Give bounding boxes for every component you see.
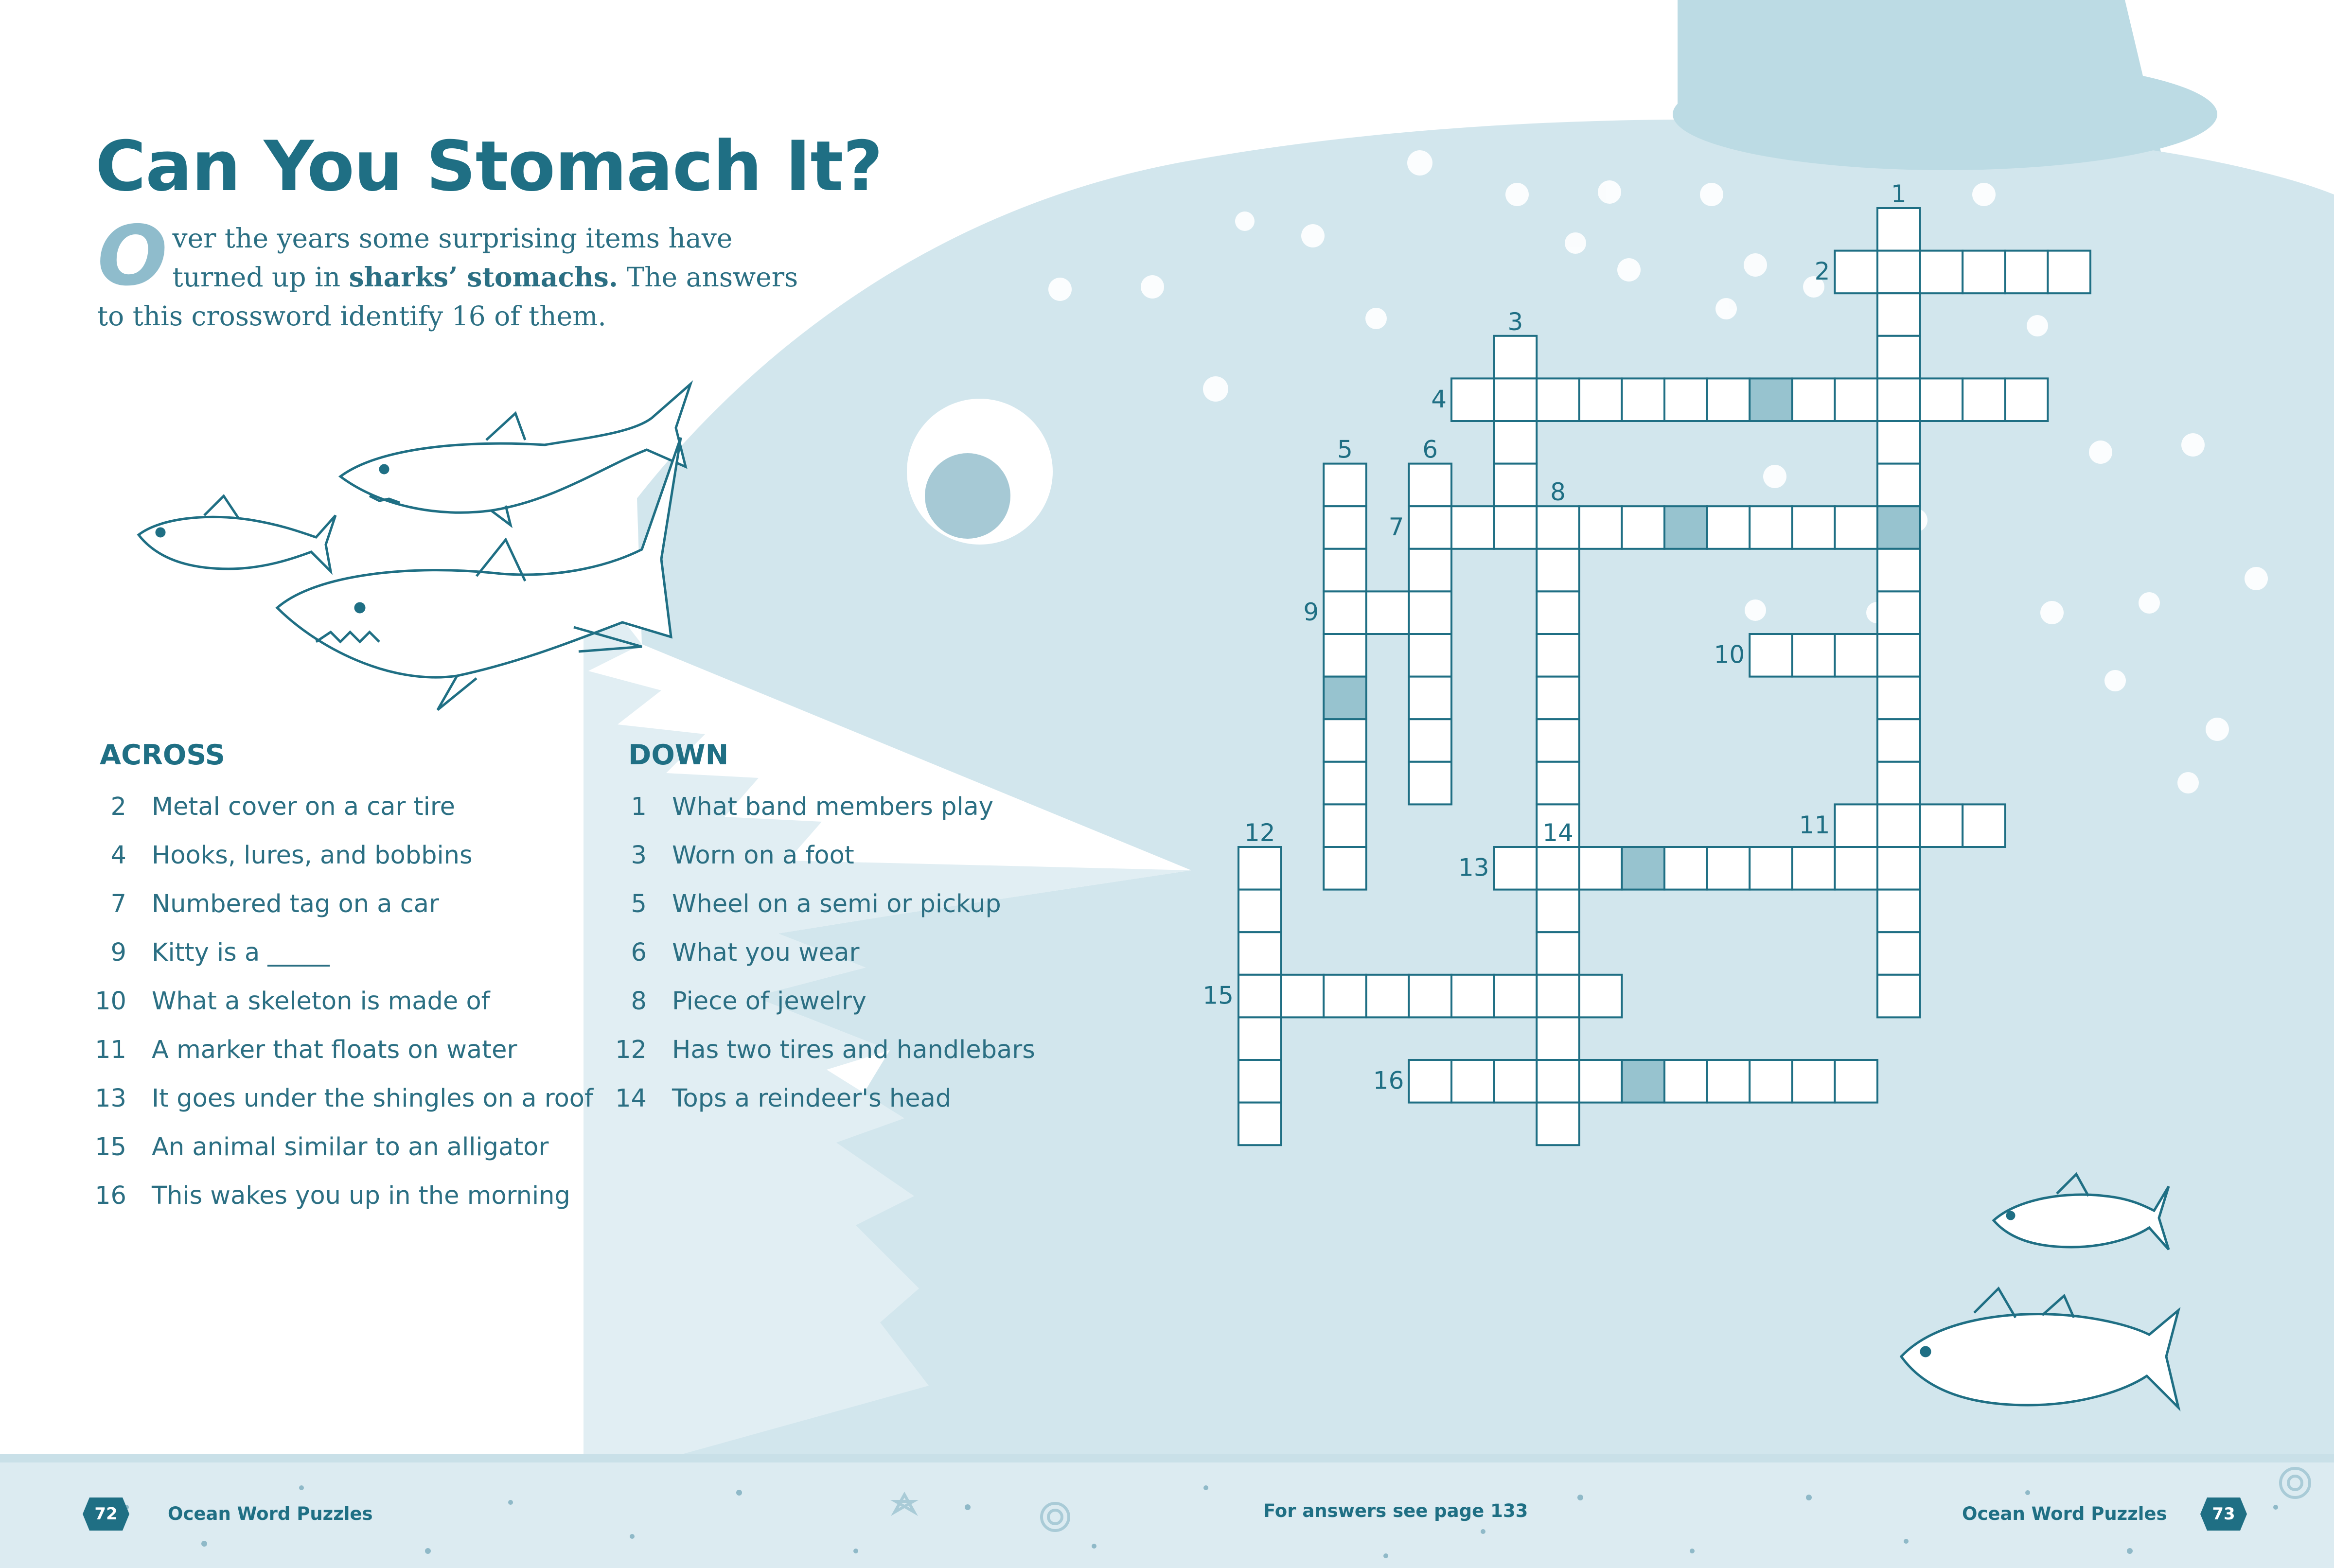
clue-number: 5 <box>631 890 647 918</box>
crossword-cell[interactable] <box>1366 975 1409 1018</box>
clue-number: 3 <box>631 841 647 870</box>
left-page-badge <box>83 1498 129 1531</box>
crossword-number-label: 8 <box>1550 478 1566 507</box>
crossword-cell[interactable] <box>1537 975 1579 1018</box>
crossword-cell[interactable] <box>1877 847 1920 890</box>
crossword-number-label: 3 <box>1507 307 1523 336</box>
crossword-cell[interactable] <box>1877 634 1920 677</box>
clue-text: It goes under the shingles on a roof <box>152 1084 593 1113</box>
crossword-cell[interactable] <box>1877 932 1920 975</box>
clue-number: 6 <box>631 938 647 967</box>
crossword-number-label: 1 <box>1891 180 1907 208</box>
crossword-cell[interactable] <box>1324 591 1366 634</box>
crossword-cell[interactable] <box>1537 634 1579 677</box>
crossword-cell[interactable] <box>1877 251 1920 294</box>
crossword-number-label: 11 <box>1799 810 1830 839</box>
crossword-cell[interactable] <box>1664 847 1707 890</box>
crossword-cell[interactable] <box>1963 378 2005 421</box>
crossword-cell[interactable] <box>1579 506 1622 549</box>
crossword-cell[interactable] <box>1877 293 1920 336</box>
crossword-cell[interactable] <box>1409 719 1451 762</box>
intro-text-after: The answers to this crossword identify 16 of them. <box>97 262 798 332</box>
crossword-number-label: 13 <box>1458 853 1489 882</box>
clue-number: 1 <box>631 793 647 821</box>
crossword-cell[interactable] <box>1238 932 1281 975</box>
crossword-cell[interactable] <box>1537 591 1579 634</box>
crossword-cell[interactable] <box>1494 1060 1537 1103</box>
crossword-cell[interactable] <box>1664 378 1707 421</box>
crossword-cell[interactable] <box>1835 804 1877 847</box>
right-page-badge <box>2200 1498 2247 1531</box>
crossword-cell[interactable] <box>1877 421 1920 464</box>
crossword-cell[interactable] <box>1792 634 1835 677</box>
clue-number: 14 <box>615 1084 647 1113</box>
clue-number: 13 <box>95 1084 126 1113</box>
intro-dropcap: O <box>97 208 168 304</box>
crossword-cell[interactable] <box>1494 847 1537 890</box>
crossword-cell[interactable] <box>1409 464 1451 507</box>
right-page-number: 73 <box>2212 1504 2235 1524</box>
crossword-cell[interactable] <box>1324 549 1366 592</box>
crossword-cell[interactable] <box>1409 591 1451 634</box>
crossword-cell[interactable] <box>1792 506 1835 549</box>
crossword-cell[interactable] <box>1622 378 1664 421</box>
clue-text: This wakes you up in the morning <box>152 1181 570 1210</box>
crossword-cell[interactable] <box>1835 251 1877 294</box>
clue-text: Numbered tag on a car <box>152 890 440 918</box>
clue-text: Metal cover on a car tire <box>152 793 456 821</box>
page-title: Can You Stomach It? <box>95 126 883 207</box>
crossword-cell[interactable] <box>1238 975 1281 1018</box>
crossword-cell[interactable] <box>1537 847 1579 890</box>
crossword-cell[interactable] <box>1877 762 1920 805</box>
clue-text: What a skeleton is made of <box>152 987 490 1016</box>
crossword-cell[interactable] <box>1877 804 1920 847</box>
crossword-cell[interactable] <box>1494 378 1537 421</box>
clue-number: 11 <box>95 1036 126 1064</box>
crossword-cell-shaded[interactable] <box>1622 847 1664 890</box>
crossword-number-label: 10 <box>1714 640 1745 669</box>
crossword-cell[interactable] <box>1409 975 1451 1018</box>
crossword-cell[interactable] <box>1579 378 1622 421</box>
crossword-cell[interactable] <box>1324 506 1366 549</box>
crossword-cell[interactable] <box>2005 378 2048 421</box>
clue-text: Piece of jewelry <box>672 987 867 1016</box>
right-footer-label: Ocean Word Puzzles <box>1962 1503 2167 1524</box>
clue-text: Kitty is a _____ <box>152 938 330 967</box>
crossword-cell[interactable] <box>1238 1017 1281 1060</box>
crossword-cell[interactable] <box>1920 378 1963 421</box>
crossword-cell[interactable] <box>2005 251 2048 294</box>
intro-text-before: ver the years some surprising items have turned up in <box>172 223 733 293</box>
crossword-cell[interactable] <box>1792 1060 1835 1103</box>
clue-text: What you wear <box>672 938 860 967</box>
crossword-cell[interactable] <box>1877 549 1920 592</box>
crossword-cell[interactable] <box>1920 251 1963 294</box>
crossword-cell[interactable] <box>1537 890 1579 933</box>
crossword-cell[interactable] <box>1792 378 1835 421</box>
clue-number: 2 <box>110 793 126 821</box>
crossword-cell[interactable] <box>1324 634 1366 677</box>
crossword-cell[interactable] <box>1750 847 1792 890</box>
crossword-cell[interactable] <box>1707 1060 1750 1103</box>
crossword-cell[interactable] <box>1579 847 1622 890</box>
clue-text: A marker that floats on water <box>152 1036 517 1064</box>
crossword-cell[interactable] <box>1622 506 1664 549</box>
crossword-cell[interactable] <box>1494 464 1537 507</box>
crossword-cell[interactable] <box>1579 975 1622 1018</box>
crossword-number-label: 12 <box>1244 819 1275 847</box>
crossword-cell[interactable] <box>1537 677 1579 720</box>
crossword-cell[interactable] <box>1409 762 1451 805</box>
crossword-cell-shaded[interactable] <box>1324 677 1366 720</box>
crossword-cell[interactable] <box>1792 847 1835 890</box>
crossword-cell[interactable] <box>1877 890 1920 933</box>
crossword-number-label: 7 <box>1388 512 1404 541</box>
crossword-cell[interactable] <box>1451 378 1494 421</box>
crossword-cell[interactable] <box>1409 1060 1451 1103</box>
crossword-cell-shaded[interactable] <box>1877 506 1920 549</box>
crossword-cell[interactable] <box>1451 975 1494 1018</box>
clue-text: Worn on a foot <box>672 841 854 870</box>
crossword-number-label: 5 <box>1337 435 1353 464</box>
clue-text: Tops a reindeer's head <box>672 1084 952 1113</box>
crossword-cell[interactable] <box>1537 762 1579 805</box>
crossword-cell[interactable] <box>1409 677 1451 720</box>
crossword-cell[interactable] <box>1238 890 1281 933</box>
crossword-cell[interactable] <box>1750 634 1792 677</box>
clue-number: 15 <box>95 1133 126 1162</box>
clue-text: Has two tires and handlebars <box>672 1036 1035 1064</box>
crossword-cell[interactable] <box>1537 1060 1579 1103</box>
crossword-cell[interactable] <box>1707 506 1750 549</box>
crossword-cell[interactable] <box>1963 251 2005 294</box>
crossword-cell[interactable] <box>1324 719 1366 762</box>
crossword-cell[interactable] <box>1537 549 1579 592</box>
crossword-cell[interactable] <box>1877 975 1920 1018</box>
crossword-cell[interactable] <box>1664 1060 1707 1103</box>
crossword-cell[interactable] <box>1409 506 1451 549</box>
crossword-cell[interactable] <box>2048 251 2090 294</box>
crossword-cell[interactable] <box>1750 1060 1792 1103</box>
crossword-cell[interactable] <box>1494 421 1537 464</box>
crossword-cell[interactable] <box>1409 549 1451 592</box>
crossword-cell[interactable] <box>1877 719 1920 762</box>
clue-text: What band members play <box>672 793 993 821</box>
clue-number: 7 <box>110 890 126 918</box>
crossword-cell[interactable] <box>1494 336 1537 379</box>
crossword-cell[interactable] <box>1537 932 1579 975</box>
crossword-cell[interactable] <box>1238 1103 1281 1145</box>
answers-footer-label: For answers see page 133 <box>1263 1500 1528 1521</box>
crossword-cell[interactable] <box>1707 847 1750 890</box>
crossword-cell[interactable] <box>1324 804 1366 847</box>
clue-number: 9 <box>110 938 126 967</box>
crossword-number-label: 15 <box>1202 981 1234 1010</box>
crossword-cell[interactable] <box>1537 1017 1579 1060</box>
crossword-number-label: 6 <box>1422 435 1438 464</box>
crossword-cell[interactable] <box>1877 677 1920 720</box>
clue-number: 4 <box>110 841 126 870</box>
crossword-cell[interactable] <box>1579 1060 1622 1103</box>
crossword-cell[interactable] <box>1750 506 1792 549</box>
crossword-cell[interactable] <box>1963 804 2005 847</box>
crossword-cell[interactable] <box>1537 719 1579 762</box>
crossword-number-label: 16 <box>1373 1066 1404 1095</box>
crossword-cell[interactable] <box>1238 1060 1281 1103</box>
crossword-cell[interactable] <box>1494 975 1537 1018</box>
crossword-cell[interactable] <box>1324 847 1366 890</box>
intro-text-bold: sharks’ stomachs. <box>349 261 619 293</box>
crossword-cell[interactable] <box>1537 1103 1579 1145</box>
crossword-cell[interactable] <box>1920 804 1963 847</box>
crossword-cell[interactable] <box>1835 1060 1877 1103</box>
crossword-cell[interactable] <box>1537 378 1579 421</box>
left-page-number: 72 <box>94 1504 118 1524</box>
crossword-number-label: 9 <box>1303 598 1319 626</box>
crossword-number-label: 14 <box>1542 819 1574 847</box>
crossword-cell[interactable] <box>1835 506 1877 549</box>
crossword-cell[interactable] <box>1835 847 1877 890</box>
crossword-cell[interactable] <box>1537 506 1579 549</box>
crossword-cell[interactable] <box>1494 506 1537 549</box>
crossword-cell-shaded[interactable] <box>1750 378 1792 421</box>
clue-number: 8 <box>631 987 647 1016</box>
crossword-cell[interactable] <box>1238 847 1281 890</box>
clue-number: 12 <box>615 1036 647 1064</box>
crossword-number-label: 4 <box>1431 385 1447 413</box>
clue-text: Wheel on a semi or pickup <box>672 890 1001 918</box>
crossword-cell[interactable] <box>1366 591 1409 634</box>
crossword-cell[interactable] <box>1835 378 1877 421</box>
clue-number: 10 <box>95 987 126 1016</box>
clue-text: An animal similar to an alligator <box>152 1133 549 1162</box>
crossword-cell[interactable] <box>1877 336 1920 379</box>
crossword-cell[interactable] <box>1409 634 1451 677</box>
crossword-cell-shaded[interactable] <box>1664 506 1707 549</box>
down-heading: DOWN <box>628 739 729 771</box>
clue-text: Hooks, lures, and bobbins <box>152 841 473 870</box>
crossword-cell[interactable] <box>1324 975 1366 1018</box>
crossword-number-label: 2 <box>1814 257 1830 286</box>
crossword-cell[interactable] <box>1281 975 1324 1018</box>
left-footer-label: Ocean Word Puzzles <box>168 1503 373 1524</box>
clue-number: 16 <box>95 1181 126 1210</box>
crossword-cell[interactable] <box>1877 464 1920 507</box>
crossword-cell[interactable] <box>1324 762 1366 805</box>
crossword-cell[interactable] <box>1451 1060 1494 1103</box>
crossword-cell[interactable] <box>1877 378 1920 421</box>
crossword-cell[interactable] <box>1324 464 1366 507</box>
crossword-cell[interactable] <box>1877 591 1920 634</box>
across-heading: ACROSS <box>100 739 225 771</box>
crossword-cell[interactable] <box>1877 208 1920 251</box>
crossword-cell[interactable] <box>1835 634 1877 677</box>
crossword-cell-shaded[interactable] <box>1622 1060 1664 1103</box>
crossword-cell[interactable] <box>1451 506 1494 549</box>
crossword-cell[interactable] <box>1707 378 1750 421</box>
